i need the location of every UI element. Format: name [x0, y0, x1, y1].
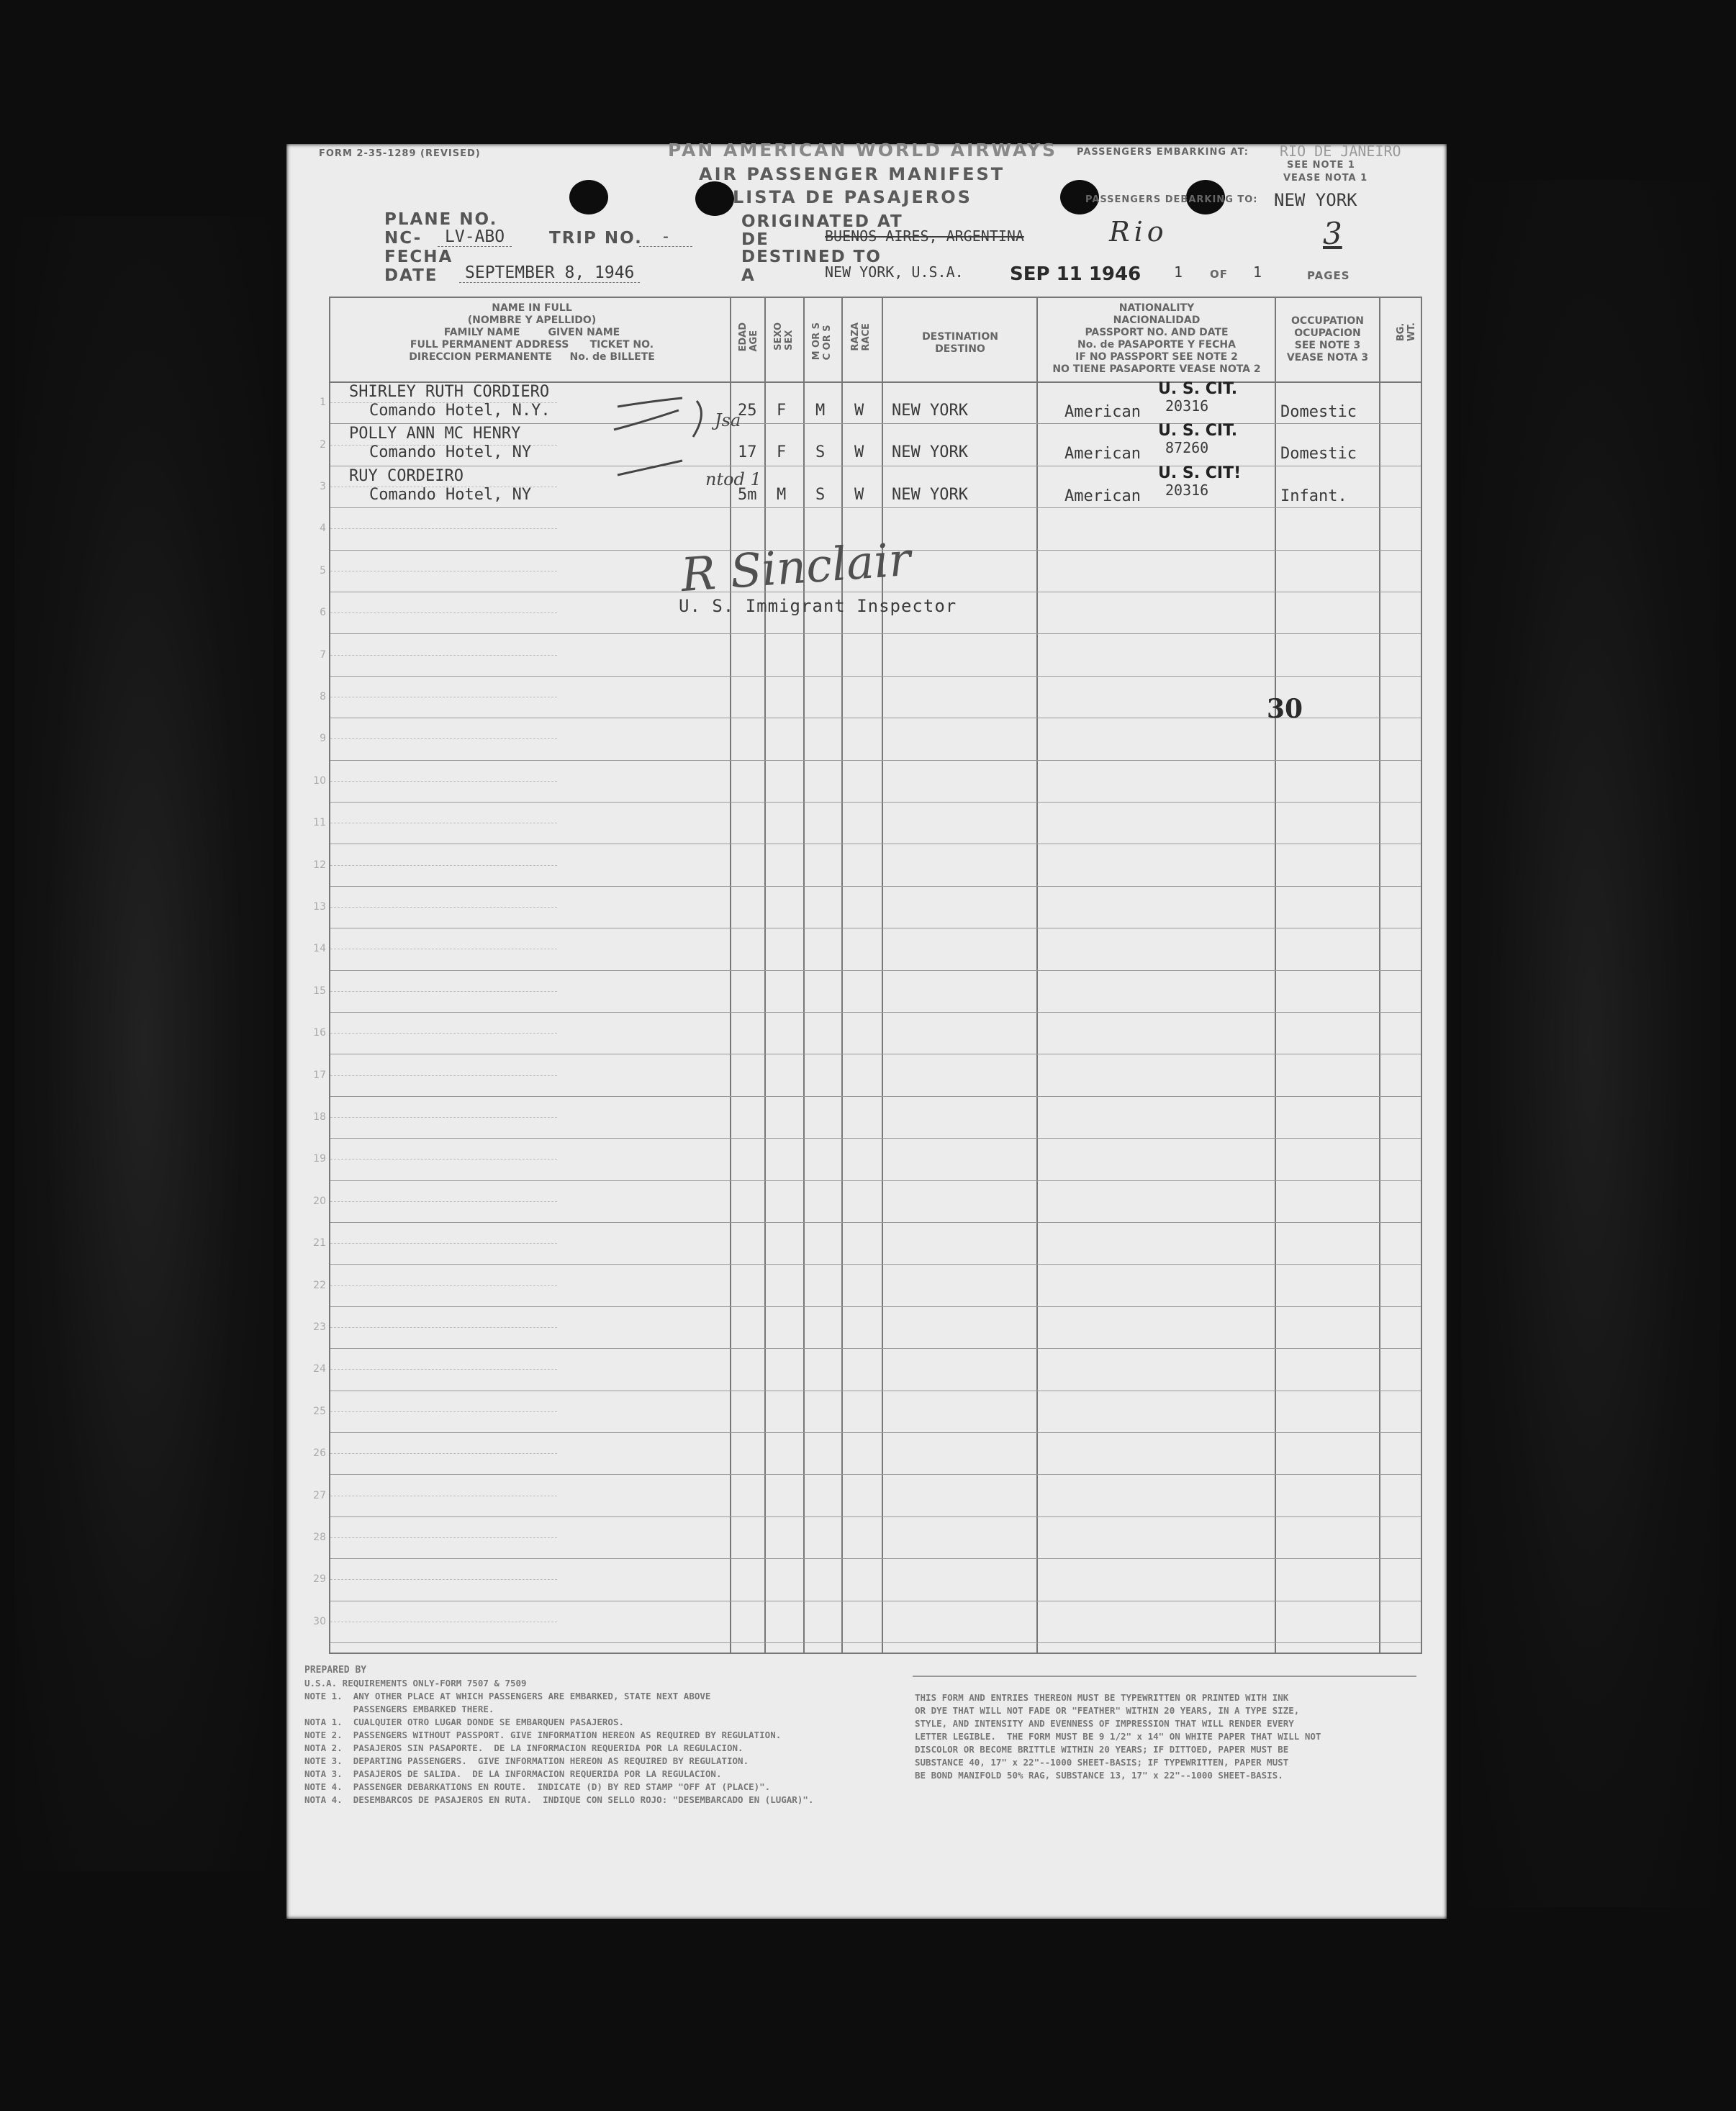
passenger-address: Comando Hotel, N.Y.: [369, 402, 551, 420]
col-header-race: RAZA RACE: [850, 322, 872, 351]
arrival-date-stamp: SEP 11 1946: [1010, 263, 1141, 285]
debarking-value: NEW YORK: [1274, 190, 1357, 210]
row-number: 21: [313, 1237, 326, 1249]
col-sep-age: [730, 298, 731, 1653]
row-line: [330, 1096, 1421, 1097]
row-number: 20: [313, 1195, 326, 1207]
passenger-address: Comando Hotel, NY: [369, 485, 532, 504]
row-midline: [330, 1033, 557, 1034]
row-number: 7: [320, 648, 326, 661]
row-midline: [330, 1117, 557, 1118]
col-header-nationality: NATIONALITY NACIONALIDAD PASSPORT NO. AND DATE No. de PASAPORTE Y FECHA IF NO PASSPORT SEE NOTE 2 NO TIENE PASAPORTE VEASE NOTA 2: [1052, 302, 1261, 375]
row-line: [330, 1558, 1421, 1559]
row-midline: [330, 1369, 557, 1370]
passenger-table: [313, 297, 1422, 1654]
row-midline: [330, 781, 557, 782]
margin-note-row1: Jsa: [715, 410, 741, 430]
row-midline: [330, 1075, 557, 1076]
row-line: [330, 1474, 1421, 1475]
row-line: [330, 802, 1421, 803]
row-midline: [330, 528, 557, 529]
row-line: [330, 423, 1421, 424]
passenger-nationality: American: [1064, 403, 1141, 421]
footer-divider: [913, 1676, 1416, 1677]
col-header-destination: DESTINATION DESTINO: [922, 331, 998, 355]
citizen-stamp: U. S. CIT.: [1158, 422, 1238, 440]
citizen-stamp: U. S. CIT!: [1158, 464, 1242, 482]
row-line: [330, 760, 1421, 761]
col-sep-nat: [1036, 298, 1038, 1653]
row-number: 26: [313, 1447, 326, 1460]
row-number: 3: [320, 481, 326, 492]
row-number: 5: [320, 564, 326, 577]
row-number: 18: [313, 1111, 326, 1123]
row-number: 24: [313, 1363, 326, 1375]
row-line: [330, 1516, 1421, 1517]
originated-label: ORIGINATED AT: [741, 212, 903, 231]
row-number: 2: [320, 438, 326, 451]
row-line: [330, 1138, 1421, 1139]
footer-notes-left: U.S.A. REQUIREMENTS ONLY-FORM 7507 & 7509 NOTE 1. ANY OTHER PLACE AT WHICH PASSENGERS ARE EMBARKED, STATE NEXT ABOVE PASSENGERS EMBARKED THERE. NOTA 1. CUALQUIER OTRO LUGAR DONDE SE EMBARQUEN PASAJEROS. NOTE 2. PASSENGERS WITHOUT PASSPORT. GIVE INFORMATION HEREON AS REQUIRED BY REGULATION. NOTA 2. PASAJEROS SIN PASAPORTE. DE LA INFORMACION REQUERIDA POR LA REGULACION. NOTE 3. DEPARTING PASSENGERS. GIVE INFORMATION HEREON AS REQUIRED BY REGULATION. NOTA 3. PASAJEROS DE SALIDA. DE LA INFORMACION REQUERIDA POR LA REGULACION. NOTE 4. PASSENGER DEBARKATIONS EN ROUTE. INDICATE (D) BY RED STAMP "OFF AT (PLACE)". NOTA 4. DESEMBARCOS DE PASAJEROS EN RUTA. INDIQUE CON SELLO ROJO: "DESEMBARCADO EN (LUGAR)".: [304, 1678, 814, 1805]
row-midline: [330, 991, 557, 992]
row-number: 1: [320, 397, 326, 409]
embarking-value: RIO DE JANEIRO: [1280, 143, 1401, 160]
row-line: [330, 676, 1421, 677]
row-number: 9: [320, 733, 326, 745]
batch-number-stamp: 30: [1267, 694, 1303, 724]
row-midline: [330, 1453, 557, 1454]
footer-notes-right: THIS FORM AND ENTRIES THEREON MUST BE TYPEWRITTEN OR PRINTED WITH INK OR DYE THAT WILL NOT FADE OR "FEATHER" WITHIN 20 YEARS, IN A TYPE SIZE, STYLE, AND INTENSITY AND EVENNESS OF IMPRESSION THAT WILL RENDER EVERY LETTER LEGIBLE. THE FORM MUST BE 9 1/2" x 14" ON WHITE PAPER THAT WILL NOT DISCOLOR OR BECOME BRITTLE WITHIN 20 YEARS; IF DITTOED, PAPER MUST BE SUBSTANCE 40, 17" x 22"--1000 SHEET-BASIS; IF TYPEWRITTEN, PAPER MUST BE BOND MANIFOLD 50% RAG, SUBSTANCE 13, 17" x 22"--1000 SHEET-BASIS.: [915, 1692, 1321, 1781]
row-line: [330, 1012, 1421, 1013]
passenger-age: 17: [738, 443, 757, 462]
inspector-title: U. S. Immigrant Inspector: [679, 596, 957, 616]
row-number: 12: [313, 859, 326, 871]
row-number: 4: [320, 523, 326, 535]
passenger-sex: F: [777, 443, 787, 462]
vease-nota-1: VEASE NOTA 1: [1283, 173, 1368, 184]
passenger-race: W: [854, 485, 864, 504]
row-line: [330, 1264, 1421, 1265]
row-midline: [330, 1243, 557, 1244]
col-header-age: EDAD AGE: [738, 322, 759, 352]
passenger-name: POLLY ANN MC HENRY: [349, 425, 521, 443]
row-number: 8: [320, 691, 326, 702]
col-header-occupation: OCCUPATION OCUPACION SEE NOTE 3 VEASE NOTA 3: [1286, 315, 1369, 363]
passenger-passport: 20316: [1165, 397, 1209, 415]
row-number: 14: [313, 943, 326, 955]
col-sep-marital: [803, 298, 805, 1653]
airline-name: PAN AMERICAN WORLD AIRWAYS: [668, 140, 1058, 161]
passenger-race: W: [854, 402, 864, 420]
punch-hole-2: [695, 181, 734, 216]
destined-value: NEW YORK, U.S.A.: [825, 263, 964, 281]
punch-hole-1: [569, 180, 608, 214]
row-number: 11: [313, 817, 326, 829]
page-number: 1: [1174, 263, 1183, 281]
passenger-sex: M: [777, 485, 787, 504]
row-number: 6: [320, 607, 326, 619]
row-number: 28: [313, 1532, 326, 1543]
col-header-marital: M OR S C OR S: [811, 322, 833, 361]
form-number: FORM 2-35-1289 (REVISED): [319, 148, 481, 159]
row-number: 19: [313, 1153, 326, 1165]
row-midline: [330, 907, 557, 908]
col-sep-race: [841, 298, 843, 1653]
row-number: 17: [313, 1069, 326, 1081]
passenger-name: RUY CORDEIRO: [349, 466, 464, 485]
col-sep-occ: [1275, 298, 1276, 1653]
row-line: [330, 1642, 1421, 1643]
de-label: DE: [741, 230, 769, 249]
row-number: 25: [313, 1405, 326, 1417]
date-value: SEPTEMBER 8, 1946: [459, 263, 640, 283]
row-number: 27: [313, 1489, 326, 1501]
passenger-race: W: [854, 443, 864, 462]
date-label: DATE: [384, 266, 438, 285]
trip-value: -: [639, 227, 692, 247]
prepared-by: PREPARED BY: [304, 1665, 367, 1676]
passenger-age: 25: [738, 402, 757, 420]
a-label: A: [741, 266, 756, 285]
row-number: 30: [313, 1615, 326, 1627]
embarking-label: PASSENGERS EMBARKING AT:: [1077, 147, 1249, 158]
row-midline: [330, 612, 557, 613]
trip-label: TRIP NO.: [549, 229, 643, 248]
row-midline: [330, 1537, 557, 1538]
passenger-sex: F: [777, 402, 787, 420]
passenger-age: 5m: [738, 485, 757, 504]
row-midline: [330, 738, 557, 739]
row-midline: [330, 1327, 557, 1328]
debarking-label: PASSENGERS DEBARKING TO:: [1085, 194, 1258, 205]
passenger-marital: S: [815, 443, 826, 462]
passenger-nationality: American: [1064, 445, 1141, 464]
passenger-marital: M: [815, 402, 826, 420]
col-header-name: NAME IN FULL (NOMBRE Y APELLIDO) FAMILY NAME GIVEN NAME FULL PERMANENT ADDRESS TICKET NO. DIRECCION PERMANENTE No. de BILLETE: [409, 302, 655, 363]
passenger-occupation: Infant.: [1280, 487, 1347, 505]
row-number: 15: [313, 985, 326, 997]
passenger-destination: NEW YORK: [892, 402, 968, 420]
plane-no-label: PLANE NO.: [384, 210, 498, 229]
film-shadow-right: [1461, 180, 1720, 1907]
row-midline: [330, 655, 557, 656]
col-header-bg-wt: BG. WT.: [1396, 322, 1417, 342]
row-midline: [330, 865, 557, 866]
passenger-destination: NEW YORK: [892, 485, 968, 504]
row-line: [330, 1348, 1421, 1349]
origin-handwritten: Rio: [1109, 216, 1168, 248]
row-number: 22: [313, 1279, 326, 1291]
passenger-nationality: American: [1064, 487, 1141, 505]
inspector-signature: R Sinclair: [679, 533, 913, 603]
plane-value: LV-ABO: [438, 227, 512, 247]
manifest-sheet: [286, 140, 1447, 1919]
row-line: [330, 507, 1421, 508]
manifest-title: AIR PASSENGER MANIFEST: [699, 164, 1005, 184]
row-line: [330, 970, 1421, 971]
citizen-stamp: U. S. CIT.: [1158, 380, 1238, 398]
passenger-passport: 20316: [1165, 481, 1209, 499]
row-midline: [330, 1201, 557, 1202]
row-midline: [330, 1579, 557, 1580]
see-note-1: SEE NOTE 1: [1287, 160, 1355, 171]
passenger-occupation: Domestic: [1280, 403, 1357, 421]
row-midline: [330, 1159, 557, 1160]
originated-value: BUENOS AIRES, ARGENTINA: [825, 227, 1024, 245]
row-number: 16: [313, 1027, 326, 1039]
col-sep-bg: [1379, 298, 1380, 1653]
passenger-destination: NEW YORK: [892, 443, 968, 462]
row-number: 29: [313, 1573, 326, 1586]
row-line: [330, 886, 1421, 887]
manifest-title-es: LISTA DE PASAJEROS: [733, 187, 972, 207]
col-header-sex: SEXO SEX: [773, 322, 795, 351]
plane-nc-label: NC-: [384, 229, 422, 248]
of-label: OF: [1210, 268, 1228, 281]
col-sep-sex: [764, 298, 766, 1653]
margin-note-row3: ntod 1: [705, 469, 761, 489]
passenger-address: Comando Hotel, NY: [369, 443, 532, 462]
col-sep-dest: [882, 298, 883, 1653]
passenger-marital: S: [815, 485, 826, 504]
passenger-passport: 87260: [1165, 439, 1209, 457]
corner-mark: 3: [1323, 216, 1342, 251]
row-line: [330, 1180, 1421, 1181]
fecha-label: FECHA: [384, 248, 453, 266]
row-line: [330, 633, 1421, 634]
row-midline: [330, 1285, 557, 1286]
row-number: 23: [313, 1321, 326, 1333]
row-number: 10: [313, 774, 326, 787]
row-line: [330, 1306, 1421, 1307]
pages-label: PAGES: [1307, 269, 1350, 282]
film-shadow-left: [14, 216, 273, 1871]
passenger-name: SHIRLEY RUTH CORDIERO: [349, 383, 550, 401]
row-line: [330, 1432, 1421, 1433]
page-total: 1: [1253, 263, 1262, 281]
row-line: [330, 1222, 1421, 1223]
passenger-occupation: Domestic: [1280, 445, 1357, 464]
destined-label: DESTINED TO: [741, 248, 882, 266]
row-midline: [330, 1411, 557, 1412]
row-number: 13: [313, 901, 326, 913]
